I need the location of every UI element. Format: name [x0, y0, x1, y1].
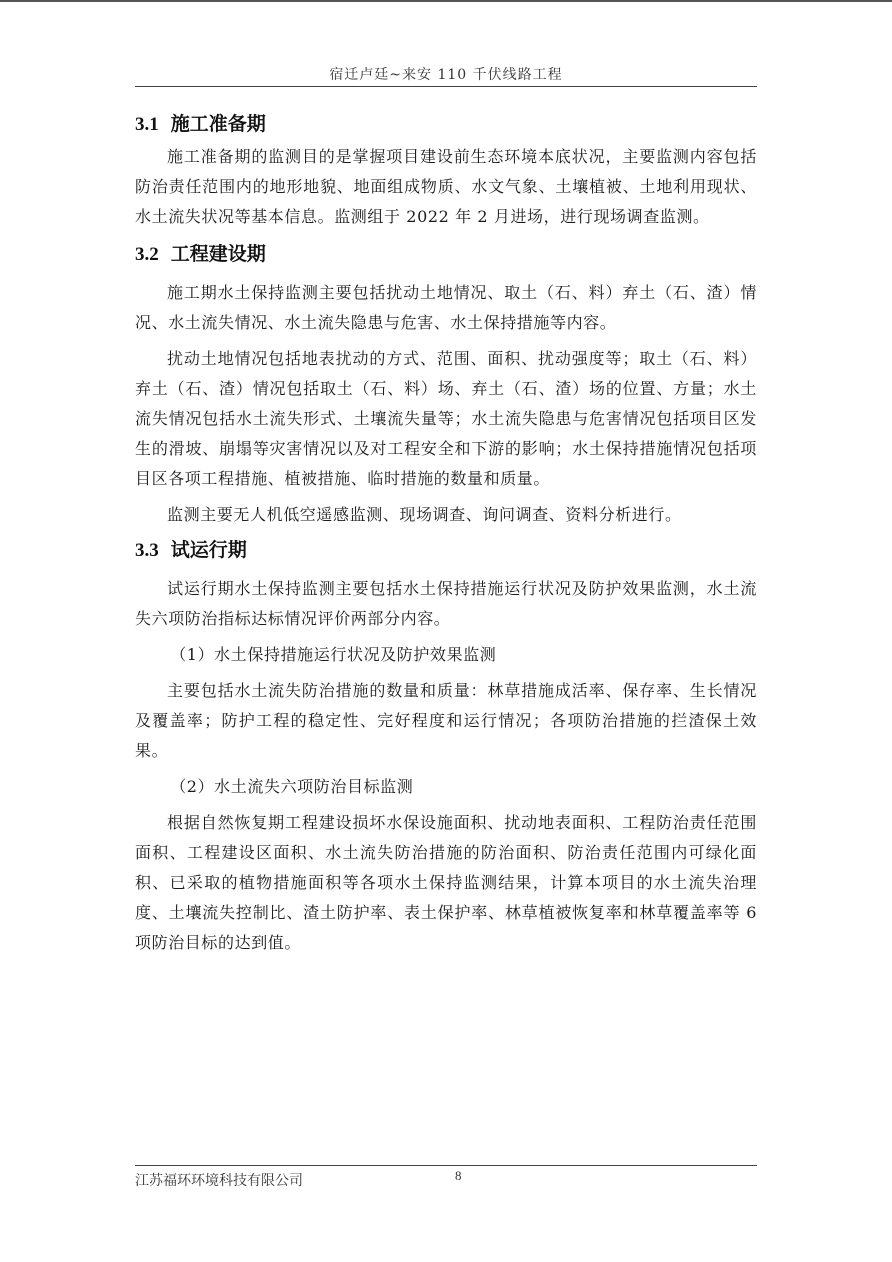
section-number: 3.1 — [135, 114, 159, 135]
footer-company-name: 江苏福环环境科技有限公司 — [135, 1173, 303, 1189]
paragraph: 根据自然恢复期工程建设损坏水保设施面积、扰动地表面积、工程防治责任范围面积、工程建设区面积、水土流失防治措施的防治面积、防治责任范围内可绿化面积、已采取的植物措施面积等各项水土保持监测结果，计算本项目的水土流失治理度、土壤流失控制比、渣土防护率、表土保护率、林草植被恢复率和林草覆盖率等 6 项防治目标的达到值。 — [135, 813, 757, 952]
section-heading-3-2 — [135, 236, 757, 272]
section-title: 施工准备期 — [170, 113, 266, 135]
section-heading-3-3 — [135, 532, 757, 568]
footer-divider — [135, 1165, 757, 1166]
paragraph: 施工期水土保持监测主要包括扰动土地情况、取土（石、料）弃土（石、渣）情况、水土流失情况、水土流失隐患与危害、水土保持措施等内容。 — [135, 283, 757, 332]
subsection-heading: （2）水土流失六项防治目标监测 — [170, 777, 414, 796]
section-heading-3-1 — [135, 106, 757, 142]
section-title: 工程建设期 — [170, 243, 266, 265]
page-number: 8 — [455, 1168, 462, 1183]
subsection-heading: （1）水土保持措施运行状况及防护效果监测 — [170, 645, 497, 664]
section-number: 3.3 — [135, 540, 159, 561]
section-number: 3.2 — [135, 244, 159, 265]
running-header-title: 宿迁卢廷~来安 110 千伏线路工程 — [329, 67, 563, 83]
paragraph: 试运行期水土保持监测主要包括水土保持措施运行状况及防护效果监测，水土流失六项防治指标达标情况评价两部分内容。 — [135, 579, 757, 628]
paragraph: 施工准备期的监测目的是掌握项目建设前生态环境本底状况，主要监测内容包括防治责任范围内的地形地貌、地面组成物质、水文气象、土壤植被、土地利用现状、水土流失状况等基本信息。监测组于 2022 年 2 月进场，进行现场调查监测。 — [135, 147, 757, 226]
paragraph: 主要包括水土流失防治措施的数量和质量：林草措施成活率、保存率、生长情况及覆盖率；防护工程的稳定性、完好程度和运行情况；各项防治措施的拦渣保土效果。 — [135, 681, 757, 760]
top-border — [0, 0, 892, 2]
paragraph: 监测主要无人机低空遥感监测、现场调查、询问调查、资料分析进行。 — [167, 505, 682, 524]
header-divider — [135, 86, 757, 87]
section-title: 试运行期 — [170, 539, 247, 561]
document-body — [135, 106, 757, 958]
paragraph: 扰动土地情况包括地表扰动的方式、范围、面积、扰动强度等；取土（石、料）弃土（石、渣）情况包括取土（石、料）场、弃土（石、渣）场的位置、方量；水土流失情况包括水土流失形式、土壤流失量等；水土流失隐患与危害情况包括项目区发生的滑坡、崩塌等灾害情况以及对工程安全和下游的影响；水土保持措施情况包括项目区各项工程措施、植被措施、临时措施的数量和质量。 — [135, 349, 757, 488]
